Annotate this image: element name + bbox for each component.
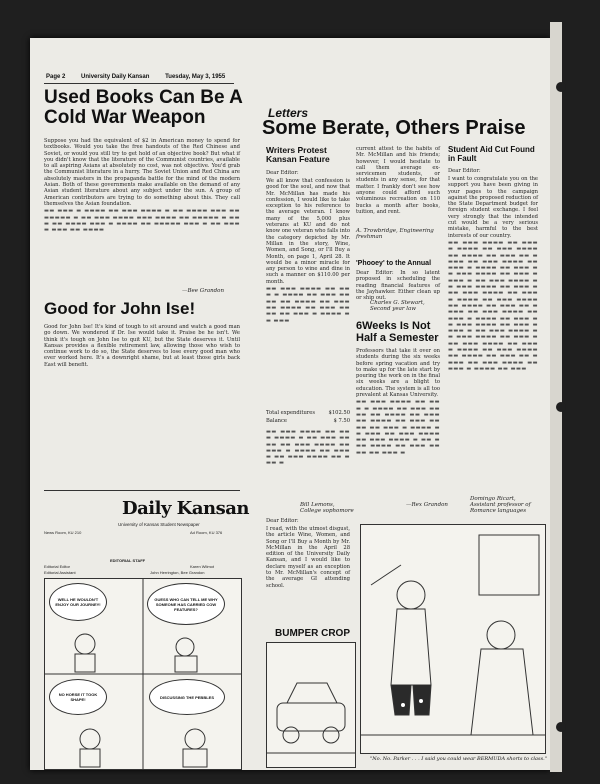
binder-edge <box>550 22 562 772</box>
budget-total-value: $102.50 <box>328 410 350 416</box>
budget-total-row <box>266 410 350 418</box>
phooey-headline: 'Phooey' to the Annual <box>356 260 432 267</box>
bermuda-cartoon <box>360 524 546 754</box>
six-weeks-body-text: Professors that take it over on students during the six weeks before spring vacation and try to make up for the late start by pouring the work on in the final six weeks are a blight to education. The system is all too prevalent at Kansas University. <box>356 348 440 399</box>
editorial-body-more: The Soviet Union and Red China are absolutely masters in the propaganda battle for the mind of the modern Asian. Both of these governments make available on the demand of any Asian student literature about any subject under the sun. A group of American contributors are trying to do something about this. They call themselves the Asian foundation. <box>44 169 240 207</box>
masthead-title: Daily Kansan <box>122 498 249 519</box>
student-aid-body <box>448 176 538 494</box>
letters-left-body-text: We all know that confession is good for the soul, and now that Mr. McMillan has made his confession, I would like to take exception to his reference to the average veteran. I know many of the 5,000 plus veterans at KU and do not know one veteran who falls into the category depicted by Mr. Millan in the story, Wine, Women, and Song, or I'll Buy a Month, on page 1, April 28. It would be a minor miracle for any person to wine and dine in such a manner on $110.00 per month. <box>266 178 351 285</box>
masthead-subtitle: University of Kansas Student Newspaper <box>118 522 200 527</box>
student-aid-body-text: I want to congratulate you on the support you have been giving in your pages to the campaign against the proposed reduction of the State Department budget for foreign student exchange. I feel very strongly that the intended cut would be a very serious mistake, harmful to the best interests of our country. <box>448 176 538 239</box>
bumper-crop-cartoon <box>266 642 356 768</box>
student-aid-filler: ▬▬ ▬▬▬ ▬▬▬▬ ▬▬ ▬▬▬ ▬ ▬▬▬▬ ▬▬ ▬▬▬ ▬▬▬▬ ▬▬ ▬▬▬▬ ▬▬ ▬▬▬ ▬▬ ▬▬▬▬ ▬▬ ▬▬▬ ▬▬▬▬ ▬▬ ▬▬▬ ▬ ▬▬▬▬ ▬▬ ▬▬▬ ▬▬ ▬▬▬ ▬▬▬▬ ▬▬ ▬▬▬ ▬▬▬▬ ▬ ▬▬ ▬▬▬ ▬▬▬▬ ▬▬ ▬▬▬ ▬▬▬▬ ▬▬ ▬▬▬ ▬ ▬▬ ▬▬▬ ▬▬▬▬ ▬▬ ▬▬▬ ▬ ▬▬▬▬ ▬▬ ▬▬▬ ▬▬▬▬ ▬▬ ▬▬▬▬ ▬▬ ▬▬▬ ▬▬ ▬▬▬▬ ▬▬ ▬▬▬ ▬▬▬▬ ▬▬ ▬▬▬ ▬ ▬▬▬▬ ▬▬ ▬▬▬ ▬▬ ▬▬▬ ▬▬▬▬ ▬▬ ▬▬▬ ▬▬▬▬ ▬ ▬▬ ▬▬▬ ▬▬▬▬ ▬▬ ▬▬▬ ▬▬▬▬ ▬▬ ▬▬▬ ▬ ▬▬ ▬▬▬ ▬▬▬▬ ▬▬ ▬▬▬ ▬ ▬▬▬▬ ▬▬ ▬▬▬ ▬▬▬▬ ▬▬ ▬▬▬▬ ▬▬ ▬▬▬ ▬▬ ▬▬▬▬ ▬▬ ▬▬▬ ▬▬▬▬ ▬▬ ▬▬▬ ▬ ▬▬▬▬ ▬▬ ▬▬▬ <box>448 239 538 372</box>
letters-dear-editor-2: Dear Editor: <box>266 518 299 524</box>
editorial-body-intro: Suppose you had the equivalent of $2 in American money to spend for textbooks. Would you take the free handouts of the Red Chinese and Soviet, or would you still try to get hold of an objective book? But what if you didn't know that the literature of the Communist countries, available to all aspiring Asians at absolutely no cost, was not objective. You'd grab the Communist literature in a hurry. <box>44 138 240 176</box>
phooey-body: Dear Editor: In so latent proposed in scheduling the reading financial features of the Jayhawker. Either clean up or ship out. <box>356 270 440 302</box>
masthead-news-room: News Room, KU 210 <box>44 530 82 535</box>
student-aid-salutation: Dear Editor: <box>448 168 481 174</box>
newspaper-page <box>30 38 550 770</box>
masthead-assistant-name: John Herrington, Bee Grandon <box>150 570 205 575</box>
letters-left-continued-filler: ▬▬ ▬▬▬ ▬▬▬▬ ▬▬ ▬▬▬ ▬▬▬▬ ▬ ▬▬ ▬▬▬ ▬▬▬▬ ▬▬ ▬▬▬ ▬▬▬▬ ▬▬ ▬▬▬ ▬ ▬▬▬▬ ▬▬ ▬▬▬▬ ▬▬ ▬▬▬ ▬▬▬▬ ▬▬ ▬▬▬ ▬ <box>266 429 350 467</box>
issue-date: Tuesday, May 3, 1955 <box>165 74 226 80</box>
editorial-byline: —Bee Grandon <box>182 288 225 294</box>
binder-hole <box>556 722 566 732</box>
page-label: Page 2 <box>46 74 66 80</box>
masthead-rule <box>44 490 240 491</box>
letters-mid-lower-body: I read, with the utmost disgust, the article Wine, Women, and Song or I'll Buy a Month by Mr. McMillan in the April 28 edition of the University Daily Kansan, and I would like to declare myself as an exception to Mr. McMillan's concept of the average GI attending school. <box>266 526 350 589</box>
binder-hole <box>556 402 566 412</box>
editorial2-headline: Good for John Ise! <box>44 299 196 318</box>
six-weeks-filler: ▬▬ ▬▬▬ ▬▬▬▬ ▬▬ ▬▬▬ ▬ ▬▬▬▬ ▬▬ ▬▬▬ ▬▬▬▬ ▬▬ ▬▬▬▬ ▬▬ ▬▬▬ ▬▬ ▬▬▬▬ ▬▬ ▬▬▬ ▬▬▬▬ ▬▬ ▬▬▬ ▬ ▬▬▬▬ ▬▬ ▬▬▬ ▬▬ ▬▬▬ ▬▬▬▬ ▬▬ ▬▬▬ ▬▬▬▬ ▬ ▬▬ ▬▬▬ ▬▬▬▬ ▬▬ ▬▬▬ ▬▬▬▬ ▬▬ ▬▬▬ ▬ <box>356 399 440 456</box>
comic-bubble-4: DISCUSSING THE PEBBLES <box>149 679 225 715</box>
bumper-crop-drawing <box>267 643 355 767</box>
budget-balance-row <box>266 418 350 426</box>
binder-hole <box>556 82 566 92</box>
header-rule <box>44 83 234 84</box>
letters-headline: Some Berate, Others Praise <box>262 117 526 139</box>
phooey-sig: Charles G. Stewart, Second year law <box>370 300 425 312</box>
paper-name: University Daily Kansan <box>81 74 150 80</box>
bumper-crop-title: BUMPER CROP <box>275 628 351 639</box>
letters-left-body <box>266 178 350 408</box>
letters-left-continued <box>266 428 350 498</box>
student-aid-sig: Domingo Ricart, Assistant professor of Romance languages <box>470 496 531 514</box>
letters-mid-body: current attest to the habits of Mr. McMillan and his friends; however, I would hesitate to call them average ex-servicemen students, or students in any sense, for that matter. I frankly don't see how anyone could afford such voluminous recreation on 110 bucks a month after books, tuition, and rent. <box>356 146 440 215</box>
budget-balance-value: $ 7.50 <box>333 418 350 424</box>
editorial-headline: Used Books Can Be A Cold War Weapon <box>44 87 243 128</box>
letters-left-head: Writers Protest Kansan Feature <box>266 145 330 165</box>
letters-left-filler: ▬▬ ▬▬▬ ▬▬▬▬ ▬▬ ▬▬▬ ▬ ▬▬▬▬ ▬▬ ▬▬▬ ▬▬▬▬ ▬▬ ▬▬▬▬ ▬▬ ▬▬▬ ▬▬ ▬▬▬▬ ▬▬ ▬▬▬ ▬▬▬▬ ▬▬ ▬▬▬ ▬ ▬▬▬▬ ▬▬ ▬▬▬ <box>266 286 350 324</box>
masthead-staff-title: EDITORIAL STAFF <box>110 558 146 563</box>
student-aid-headline: Student Aid Cut Found in Fault <box>448 145 535 163</box>
editorial2-body: Good for John Ise! It's kind of tough to sit around and watch a good man go down. We wondered if Dr. Ise would take it. Praise be he isn't. We think it's tough on John Ise to quit KU, but the State deserves it. Until Kansas provides a flexible retirement law, allowing those who wish to continue work to do so, the State deserves to lose every good man who ever worked here. It's a downright shame, but at least those girls back East will benefit. <box>44 324 240 368</box>
six-weeks-sig: —Rex Grandon <box>406 502 448 508</box>
letters-section-tag: Letters <box>268 106 309 120</box>
comic-bubble-2: GUESS WHO CAN TELL ME WHY SOMEONE HAS CARRIED COW FEATURES? <box>147 583 225 625</box>
budget-total-label: Total expenditures <box>266 410 316 416</box>
comic-strip <box>44 578 242 770</box>
comic-bubble-1: WELL HE WOULDN'T ENJOY OUR JOURNEY! <box>49 583 107 621</box>
masthead-editor-name: Karen Wilmot <box>190 564 215 569</box>
six-weeks-body <box>356 348 440 498</box>
bermuda-caption: "No. No. Parker . . . I said you could wear BERMUDA shorts to class." <box>370 756 548 762</box>
masthead-ad-room: Ad Room, KU 376 <box>190 530 223 535</box>
masthead-editor-role: Editorial Editor <box>44 564 71 569</box>
comic-bubble-3: NO HORSE IT TOOK SHAPE! <box>49 679 107 715</box>
budget-balance-label: Balance <box>266 418 287 424</box>
six-weeks-headline: 6Weeks Is Not Half a Semester <box>356 320 439 345</box>
letters-left-sig: Bill Lemons, College sophomore <box>300 502 354 514</box>
letters-mid-sig: A. Trowbridge, Engineering freshman <box>356 228 434 240</box>
letters-left-salutation: Dear Editor: <box>266 170 299 176</box>
bermuda-cartoon-drawing <box>361 525 545 753</box>
masthead-assistant-role: Editorial Assistant <box>44 570 76 575</box>
page-header-line <box>46 74 239 80</box>
editorial-filler-text: ▬▬ ▬▬▬ ▬ ▬▬▬▬ ▬▬ ▬▬▬ ▬▬▬▬ ▬ ▬▬ ▬▬▬▬ ▬▬▬ ▬▬ ▬▬▬▬▬ ▬ ▬▬ ▬▬▬ ▬▬▬▬ ▬▬▬ ▬▬▬▬ ▬▬ ▬▬▬▬▬ ▬ ▬▬▬ ▬▬ ▬▬▬▬ ▬▬▬ ▬ ▬▬▬▬ ▬▬ ▬▬▬▬▬ ▬▬▬ ▬ ▬▬ ▬▬▬▬ ▬▬▬ ▬▬ ▬▬▬▬ <box>44 208 240 234</box>
editorial-body <box>44 138 240 288</box>
